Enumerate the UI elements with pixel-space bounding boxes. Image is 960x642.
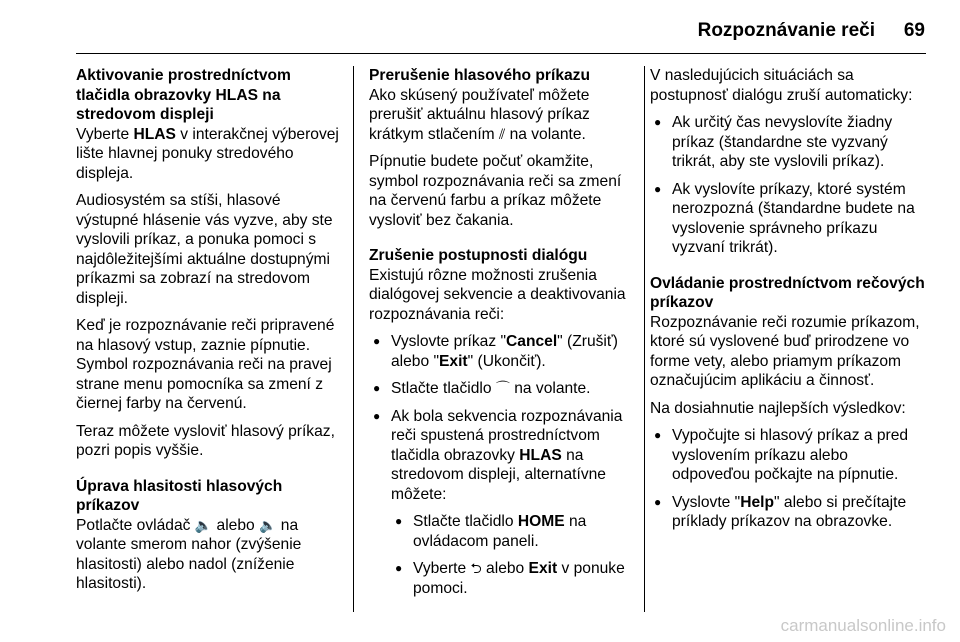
heading-voice-commands: Ovládanie prostredníctvom rečových príkazov [650,274,925,311]
heading-cancel-dialog: Zrušenie postupnosti dialógu [369,247,588,264]
voice-button-icon: ⫽ [498,125,506,142]
volume-down-icon: 🔈 [259,516,277,533]
nested-list [391,512,635,598]
list-item: ● Vyberte ⮌ alebo Exit v ponuke pomoci. [391,559,635,598]
paragraph: Potlačte ovládač 🔈 alebo 🔈 na volante smerom nahor (zvýšenie hlasitosti) alebo nadol (zníženie hlasitosti). [76,516,302,592]
list-item: ● Stlačte tlačidlo HOME na ovládacom paneli. [391,512,635,551]
bullet-list [369,332,635,598]
list-item: ● Ak vyslovíte príkazy, ktoré systém nerozpozná (štandardne budete na vyslovenie správneho príkazu vyzvaní trikrát). [650,180,930,258]
end-call-icon: ⌒ [495,380,510,396]
paragraph: Teraz môžete vysloviť hlasový príkaz, pozri popis vyššie. [76,422,335,459]
column-divider-2 [644,66,645,612]
bullet-list [650,426,930,532]
paragraph: Audiosystém sa stíši, hlasové výstupné hlásenie vás vyzve, aby ste vyslovili príkaz, a ponuka pomoci s najdôležitejšími aktuálne dostupnými príkazmi sa zobrazí na stredovom displeji. [76,192,333,307]
watermark: carmanualsonline.info [780,616,946,635]
paragraph: Existujú rôzne možnosti zrušenia dialógovej sekvencie a deaktivovania rozpoznávania reči: [369,266,626,323]
heading-activate-hlas: Aktivovanie prostredníctvom tlačidla obrazovky HLAS na stredovom displeji [76,67,291,123]
bullet-list [650,113,930,258]
paragraph: Na dosiahnutie najlepších výsledkov: [650,399,906,417]
column-2 [369,66,635,606]
heading-interrupt: Prerušenie hlasového príkazu [369,67,590,84]
column-1 [76,66,346,602]
list-item: ● Ak bola sekvencia rozpoznávania reči spustená prostredníctvom tlačidla obrazovky HLAS na stredovom displeji, alternatívne môžete: ● Stlačte tlačidlo HOME na ovládacom paneli. ● Vyberte ⮌ alebo Exit v ponuke pomoci. [369,407,635,599]
paragraph: Vyberte HLAS v interakčnej výberovej lište hlavnej ponuky stredového displeja. [76,125,339,182]
section-title: Rozpoznávanie reči [697,20,875,41]
header-rule [76,53,926,54]
list-item: ● Vyslovte "Help" alebo si prečítajte príklady príkazov na obrazovke. [650,493,930,532]
page-number: 69 [903,20,925,41]
back-arrow-icon: ⮌ [470,560,482,576]
paragraph: Keď je rozpoznávanie reči pripravené na hlasový vstup, zaznie pípnutie. Symbol rozpoznávania reči na pravej strane menu pomocníka sa zmení z čiernej farby na červenú. [76,317,335,412]
paragraph: V nasledujúcich situáciách sa postupnosť dialógu zruší automaticky: [650,67,913,104]
list-item: ● Vyslovte príkaz "Cancel" (Zrušiť) alebo "Exit" (Ukončiť). [369,332,635,371]
heading-volume: Úprava hlasitosti hlasových príkazov [76,477,283,514]
column-divider-1 [353,66,354,612]
list-item: ● Stlačte tlačidlo ⌒ na volante. [369,379,635,399]
paragraph: Ako skúsený používateľ môžete prerušiť aktuálnu hlasový príkaz krátkym stlačením ⫽ na volante. [369,86,590,143]
list-item: ● Vypočujte si hlasový príkaz a pred vyslovením príkazu alebo odpoveďou počkajte na pípnutie. [650,426,930,485]
list-item: ● Ak určitý čas nevyslovíte žiadny príkaz (štandardne ste vyzvaný trikrát, aby ste vyslovili príkaz). [650,113,930,172]
volume-up-icon: 🔈 [194,516,213,533]
column-3 [650,66,930,540]
paragraph: Rozpoznávanie reči rozumie príkazom, ktoré sú vyslovené buď prirodzene vo forme vety, alebo priamym príkazom označujúcim aplikáciu a činnosť. [650,313,920,389]
paragraph: Pípnutie budete počuť okamžite, symbol rozpoznávania reči sa zmení na červenú farbu a príkaz môžete vysloviť bez čakania. [369,153,622,229]
